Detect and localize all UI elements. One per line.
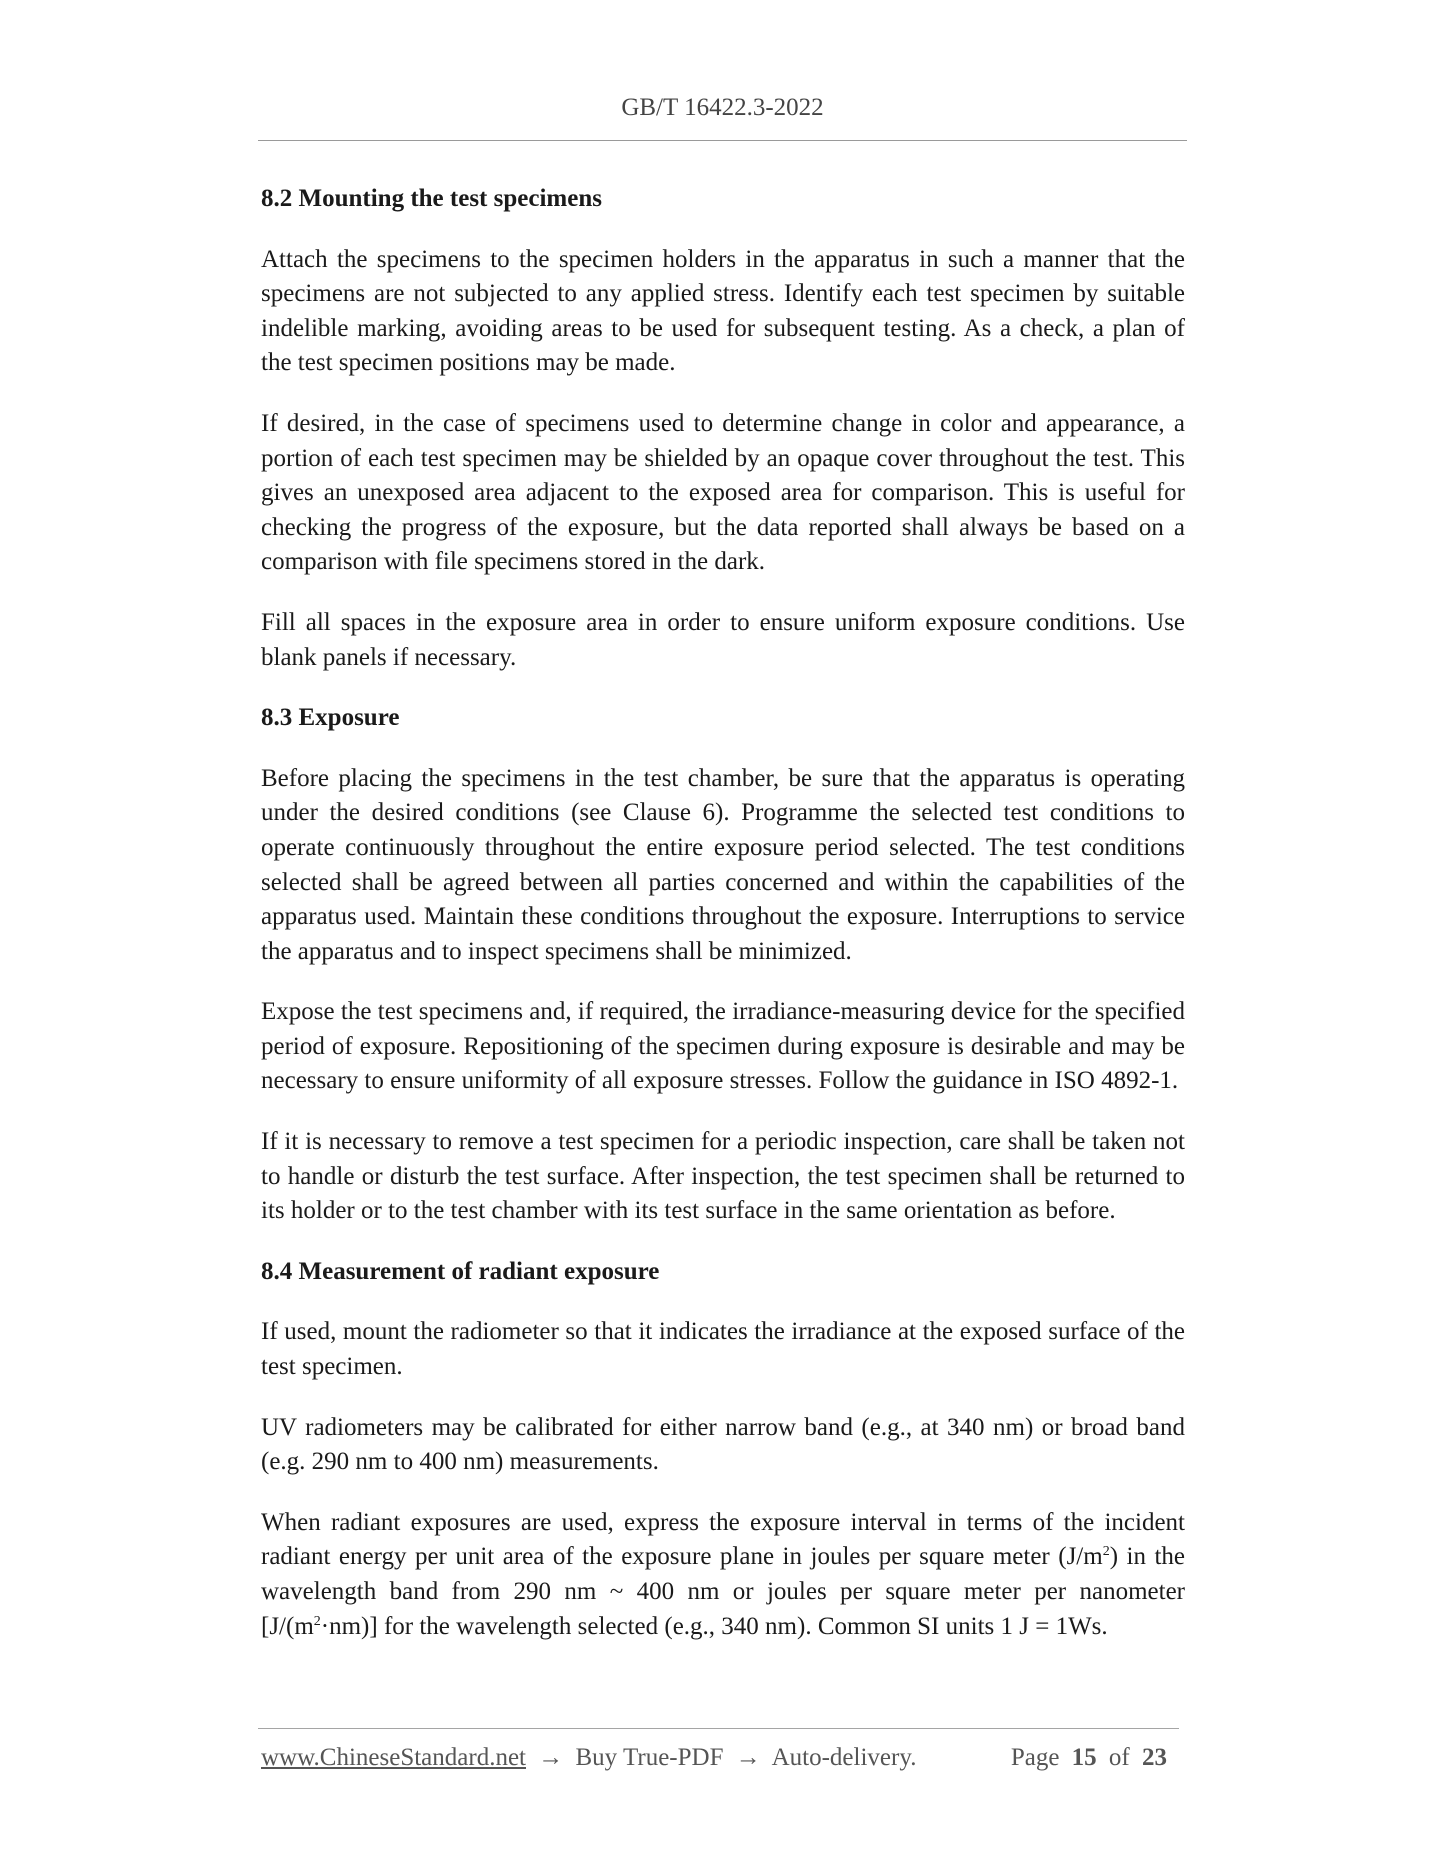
paragraph: Before placing the specimens in the test chamber, be sure that the apparatus is operating under the desired conditions (see Clause 6). Programme the selected test conditions to operate continuously throughout the entire exposure period selected. The test conditions selected shall be agreed between all parties concerned and within the capabilities of the apparatus used. Maintain these conditions throughout the exposure. Interruptions to service the apparatus and to inspect specimens shall be minimized.	[261, 764, 1185, 965]
page-footer	[261, 1744, 1179, 1780]
section-8-3	[261, 701, 1185, 1229]
standard-id: GB/T 16422.3-2022	[621, 94, 824, 121]
paragraph: If desired, in the case of specimens used to determine change in color and appearance, a portion of each test specimen may be shielded by an opaque cover throughout the test. This gives an unexposed area adjacent to the exposed area for comparison. This is useful for checking the progress of the exposure, but the data reported shall always be based on a comparison with file specimens stored in the dark.	[261, 409, 1185, 576]
page-label: Page	[1010, 1744, 1060, 1771]
right-arrow-icon: →	[735, 1744, 761, 1771]
right-arrow-icon: →	[538, 1744, 564, 1771]
current-page-number: 15	[1071, 1744, 1097, 1771]
section-heading: 8.3 Exposure	[261, 704, 400, 732]
superscript: 2	[1102, 1544, 1110, 1560]
paragraph: Expose the test specimens and, if required, the irradiance-measuring device for the specified period of exposure. Repositioning of the specimen during exposure is desirable and may be necessary to ensure uniformity of all exposure stresses. Follow the guidance in ISO 4892-1.	[261, 998, 1185, 1095]
paragraph: Fill all spaces in the exposure area in order to ensure uniform exposure conditions. Use blank panels if necessary.	[261, 608, 1185, 671]
buy-true-pdf-text: Buy True-PDF	[575, 1744, 724, 1771]
text-run: When radiant exposures are used, express the exposure interval in terms of the incident radiant energy per unit area of the exposure plane in joules per square meter (J/m	[261, 1508, 1185, 1571]
header-divider	[258, 140, 1187, 141]
footer-divider	[258, 1728, 1179, 1729]
paragraph-radiant-units	[261, 1506, 1185, 1644]
document-body	[261, 182, 1185, 1670]
paragraph: UV radiometers may be calibrated for either narrow band (e.g., at 340 nm) or broad band (e.g. 290 nm to 400 nm) measurements.	[261, 1413, 1185, 1476]
section-heading: 8.4 Measurement of radiant exposure	[261, 1257, 660, 1285]
section-8-4	[261, 1255, 1185, 1644]
superscript: 2	[313, 1613, 321, 1629]
paragraph: If used, mount the radiometer so that it indicates the irradiance at the exposed surface of the test specimen.	[261, 1318, 1185, 1381]
text-run: ) in the wavelength band from 290 nm ~ 400 nm or joules per square meter per nanometer [J/(m	[261, 1543, 1185, 1640]
paragraph: If it is necessary to remove a test specimen for a periodic inspection, care shall be taken not to handle or disturb the test surface. After inspection, the test specimen shall be returned to its holder or to the test chamber with its test surface in the same orientation as before.	[261, 1128, 1185, 1225]
text-run: ·nm)] for the wavelength selected (e.g., 340 nm). Common SI units 1 J = 1Ws.	[320, 1612, 1108, 1640]
auto-delivery-text: Auto-delivery.	[771, 1744, 917, 1771]
section-8-2	[261, 182, 1185, 675]
site-link[interactable]: www.ChineseStandard.net	[261, 1744, 526, 1771]
total-pages-number: 23	[1142, 1744, 1167, 1771]
footer-promo	[261, 1744, 916, 1772]
paragraph: Attach the specimens to the specimen holders in the apparatus in such a manner that the specimens are not subjected to any applied stress. Identify each test specimen by suitable indelible marking, avoiding areas to be used for subsequent testing. As a check, a plan of the test specimen positions may be made.	[261, 245, 1185, 377]
page-indicator	[1011, 1744, 1173, 1772]
section-heading: 8.2 Mounting the test specimens	[261, 185, 602, 212]
page-of-label: of	[1108, 1744, 1130, 1771]
page-header	[0, 94, 1445, 122]
